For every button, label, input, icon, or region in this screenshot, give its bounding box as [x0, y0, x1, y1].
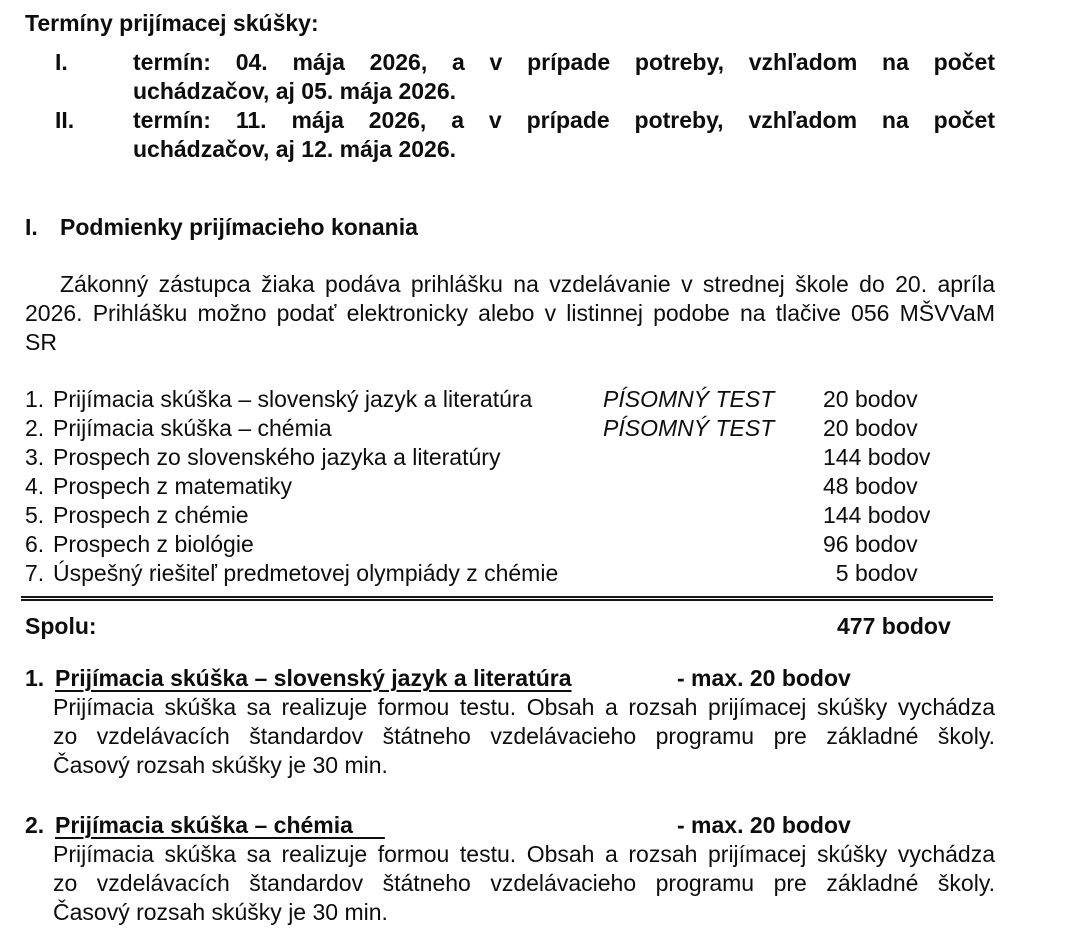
- section-heading-conditions: [25, 213, 995, 242]
- criteria-row-6-num: 6.: [25, 531, 45, 557]
- subsection-slovak-exam: [25, 664, 995, 780]
- subsection-2-heading: [25, 811, 995, 840]
- term-1-line-2: uchádzačov, aj 05. mája 2026.: [133, 78, 457, 104]
- intro-paragraph: [25, 270, 995, 357]
- subsection-1-num: 1.: [25, 665, 45, 691]
- criteria-row-2: [25, 414, 995, 443]
- criteria-row-4-label: Prospech z matematiky: [53, 473, 293, 499]
- exam-dates-list: [25, 48, 995, 164]
- subsection-2-line-1: Prijímacia skúška sa realizuje formou testu. Obsah a rozsah prijímacej skúšky vychádza: [53, 841, 995, 867]
- criteria-row-3-label: Prospech zo slovenského jazyka a literatúry: [53, 444, 501, 470]
- criteria-row-4-num: 4.: [25, 473, 45, 499]
- criteria-row-6: [25, 530, 995, 559]
- criteria-row-7: [25, 559, 995, 588]
- subsection-2-line-3: Časový rozsah skúšky je 30 min.: [53, 899, 388, 925]
- subsection-1-heading: [25, 664, 995, 693]
- term-1-line-1: termín: 04. mája 2026, a v prípade potreby, vzhľadom na počet: [133, 49, 995, 75]
- term-2-numeral: II.: [55, 107, 75, 133]
- criteria-row-1: [25, 385, 995, 414]
- subsection-2-num: 2.: [25, 812, 45, 838]
- total-separator-line: [21, 596, 993, 601]
- intro-line-3: SR: [25, 329, 57, 355]
- total-row: [25, 612, 995, 641]
- criteria-row-1-points: 20 bodov: [823, 386, 918, 412]
- criteria-row-1-test-type: PÍSOMNÝ TEST: [603, 386, 775, 412]
- subsection-1-line-2: zo vzdelávacích štandardov štátneho vzdelávacieho programu pre základné školy.: [53, 723, 995, 749]
- section-numeral: I.: [25, 214, 38, 240]
- total-points: 477 bodov: [837, 613, 951, 639]
- subsection-2-title: Prijímacia skúška – chémia: [55, 812, 385, 838]
- criteria-row-2-points: 20 bodov: [823, 415, 918, 441]
- criteria-row-5-points: 144 bodov: [823, 502, 931, 528]
- term-2-line-2: uchádzačov, aj 12. mája 2026.: [133, 136, 457, 162]
- subsection-1-line-1: Prijímacia skúška sa realizuje formou testu. Obsah a rozsah prijímacej skúšky vychádza: [53, 694, 995, 720]
- exam-dates-heading: Termíny prijímacej skúšky:: [25, 10, 319, 36]
- subsection-2-paragraph: [25, 840, 995, 927]
- criteria-row-4-points: 48 bodov: [823, 473, 918, 499]
- term-2-line-1: termín: 11. mája 2026, a v prípade potreby, vzhľadom na počet: [133, 107, 995, 133]
- term-2-text: [133, 106, 995, 164]
- criteria-row-5: [25, 501, 995, 530]
- criteria-row-5-num: 5.: [25, 502, 45, 528]
- intro-line-2: 2026. Prihlášku možno podať elektronicky alebo v listinnej podobe na tlačive 056 MŠVVaM: [25, 300, 995, 326]
- criteria-row-4: [25, 472, 995, 501]
- section-title: Podmienky prijímacieho konania: [60, 214, 418, 240]
- subsection-1-max-points: - max. 20 bodov: [677, 665, 851, 691]
- criteria-row-7-points: 5 bodov: [823, 560, 918, 586]
- criteria-row-2-test-type: PÍSOMNÝ TEST: [603, 415, 775, 441]
- criteria-row-2-label: Prijímacia skúška – chémia: [53, 415, 332, 441]
- criteria-row-1-label: Prijímacia skúška – slovenský jazyk a literatúra: [53, 386, 533, 412]
- criteria-row-3: [25, 443, 995, 472]
- criteria-row-6-points: 96 bodov: [823, 531, 918, 557]
- term-1-numeral: I.: [55, 49, 68, 75]
- term-item-2: [55, 106, 995, 164]
- term-1-text: [133, 48, 995, 106]
- criteria-row-1-num: 1.: [25, 386, 45, 412]
- criteria-row-7-label: Úspešný riešiteľ predmetovej olympiády z chémie: [53, 560, 559, 586]
- subsection-1-line-3: Časový rozsah skúšky je 30 min.: [53, 752, 388, 778]
- intro-line-1: Zákonný zástupca žiaka podáva prihlášku na vzdelávanie v strednej škole do 20. apríla: [60, 271, 995, 297]
- term-item-1: [55, 48, 995, 106]
- criteria-row-3-num: 3.: [25, 444, 45, 470]
- criteria-row-5-label: Prospech z chémie: [53, 502, 249, 528]
- subsection-2-line-2: zo vzdelávacích štandardov štátneho vzdelávacieho programu pre základné školy.: [53, 870, 995, 896]
- total-label: Spolu:: [25, 613, 97, 639]
- criteria-row-3-points: 144 bodov: [823, 444, 931, 470]
- criteria-row-6-label: Prospech z biológie: [53, 531, 254, 557]
- criteria-row-7-num: 7.: [25, 560, 45, 586]
- subsection-chemistry-exam: [25, 811, 995, 927]
- criteria-table: [25, 385, 995, 588]
- subsection-1-title: Prijímacia skúška – slovenský jazyk a literatúra: [55, 665, 572, 691]
- criteria-row-2-num: 2.: [25, 415, 45, 441]
- subsection-2-max-points: - max. 20 bodov: [677, 812, 851, 838]
- subsection-1-paragraph: [25, 693, 995, 780]
